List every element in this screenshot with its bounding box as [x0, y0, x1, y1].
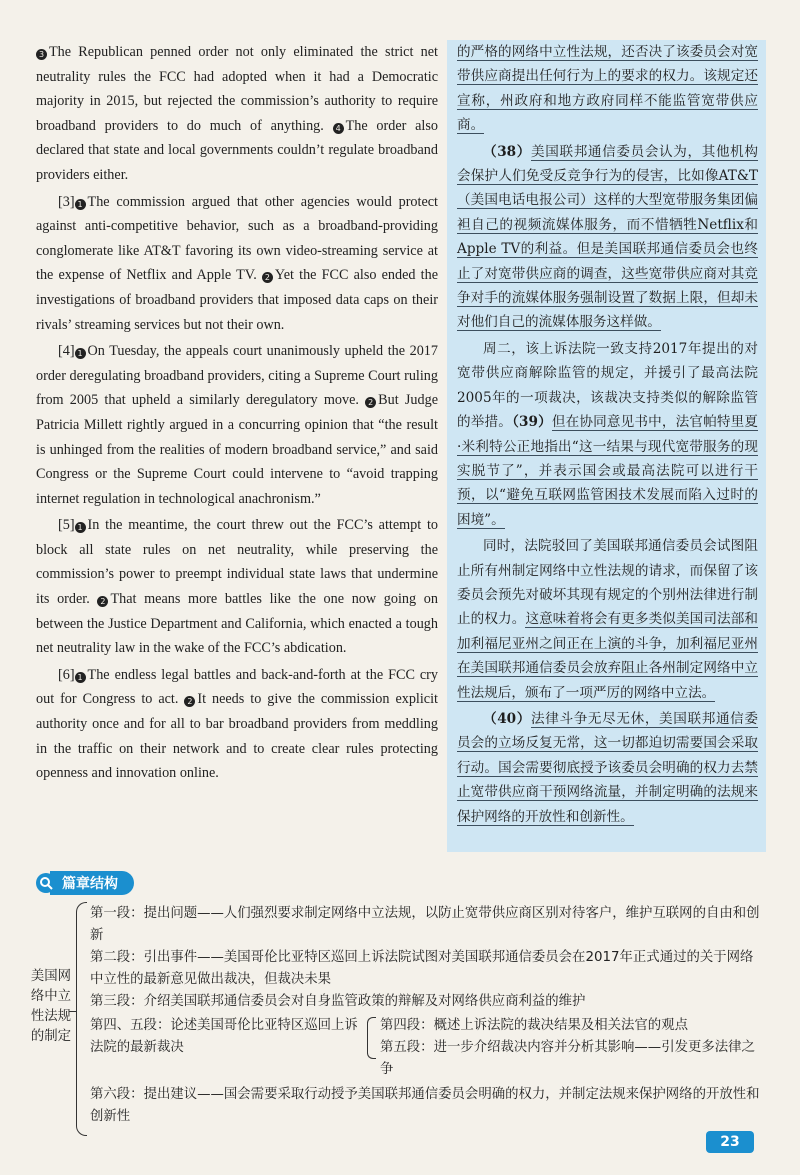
outline-item-key: 第四段： [380, 1018, 434, 1033]
underlined-text: 的严格的网络中立性法规，还否决了该委员会对宽带供应商提出任何行为上的要求的权力。 [457, 44, 758, 85]
outline-item-text: 概述上诉法院的裁决结果及相关法官的观点 [433, 1018, 688, 1033]
sentence: The commission argued that other agencies would protect against anti-competitive behavior, such as a broadband-providing conglomerate like AT&T favoring its own video-streaming service at the expense of Netflix and Apple TV. [36, 193, 438, 284]
underlined-text: 但在协同意见书中，法官帕特里夏·米利特公正地指出“这一结果与现代宽带服务的现实脱节了”，并表示国会或最高法院可以进行干预，以“避免互联网监管困技术发展而陷入过时的困境”。 [457, 414, 759, 528]
paragraph-number: [6] [58, 666, 75, 683]
outline-brace [76, 902, 87, 1136]
sentence: But Judge Patricia Millett rightly argued in a concurring opinion that “the result is unhinged from the realities of modern broadband service,” and said Congress or the Supreme Court could intervene to “avoid trapping internet regulation in technological anachronism.” [36, 392, 438, 507]
outline-subitem [380, 1015, 760, 1037]
paragraph-number: [4] [58, 343, 75, 360]
structure-outline [28, 900, 768, 1140]
question-number: （40） [483, 710, 532, 727]
sentence-marker: 1 [75, 199, 86, 210]
sentence-marker: 1 [75, 672, 86, 683]
outline-item-key: 第一段： [90, 906, 144, 921]
sentence-marker: 2 [262, 272, 273, 283]
paragraph-number: [3] [58, 193, 75, 210]
outline-item-key: 第三段： [90, 994, 144, 1009]
outline-item-key: 第二段： [90, 950, 144, 965]
structure-section-header [36, 872, 134, 894]
question-number: （39） [512, 414, 552, 431]
outline-item [90, 1015, 362, 1059]
outline-item-text: 提出建议——国会需要采取行动授予美国联邦通信委员会明确的权力，并制定法规来保护网络的开放性和创新性 [90, 1087, 760, 1124]
question-number: （38） [483, 143, 532, 160]
outline-item-text: 进一步介绍裁决内容并分析其影响——引发更多法律之争 [380, 1040, 755, 1077]
zh-paragraph-3 [457, 337, 758, 532]
chinese-translation-column [447, 40, 766, 852]
outline-root: 美国网络中立性法规的制定 [30, 969, 72, 1044]
sentence-marker: 4 [333, 123, 344, 134]
outline-item-key: 第六段： [90, 1087, 144, 1102]
text: 同时，法院驳回了美国联邦通信委员会试图阻止所有州制定网络中立性法规的请求，而保留了该委员会预先对破坏其现有规定的个别州法律进行制止的权力。 [457, 538, 758, 628]
section-title: 篇章结构 [50, 871, 134, 895]
en-paragraph-3 [36, 190, 438, 338]
sentence: The endless legal battles and back-and-forth at the FCC cry out for Congress to act. [36, 666, 438, 708]
outline-item-text: 论述美国哥伦比亚特区巡回上诉法院的最新裁决 [90, 1018, 358, 1055]
sentence-marker: 2 [97, 596, 108, 607]
underlined-text: 这意味着将会有更多类似美国司法部和加利福尼亚州之间正在上演的斗争，加利福尼亚州在美国联邦通信委员会放弃阻止各州制定网络中立性法规后，颁布了一项严厉的网络中立法。 [457, 611, 759, 701]
underlined-text: 国会需要彻底授予该委员会明确的权力去禁止宽带供应商干预网络流量，并制定明确的法规来保护网络的开放性和创新性。 [457, 759, 759, 825]
sentence-marker: 1 [75, 522, 86, 533]
en-paragraph-4 [36, 339, 438, 511]
outline-item-text: 提出问题——人们强烈要求制定网络中立法规，以防止宽带供应商区别对待客户，维护互联网的自由和创新 [90, 906, 760, 943]
page-number: 23 [706, 1131, 754, 1153]
outline-item [90, 947, 766, 991]
en-paragraph-6 [36, 663, 438, 786]
zh-paragraph-1 [457, 40, 758, 138]
underlined-text: 但是美国联邦通信委员会也终止了对宽带供应商的调查，这些宽带供应商对其竞争对手的流媒体服务强制设置了数据上限，但却未对他们自己的流媒体服务这样做。 [457, 241, 758, 331]
zh-paragraph-2 [457, 140, 758, 335]
paragraph-number: [5] [58, 517, 75, 534]
sentence-marker: 2 [365, 397, 376, 408]
outline-item [90, 903, 766, 947]
outline-item [90, 1084, 766, 1128]
outline-item-key: 第五段： [380, 1040, 434, 1055]
sentence: It needs to give the commission explicit authority once and for all to bar broadband providers from meddling in the traffic on their network and to create clear rules protecting openness and innovation online. [36, 691, 438, 782]
sentence: The order also declared that state and local governments couldn’t regulate broadband providers either. [36, 117, 438, 183]
sentence: The Republican penned order not only eliminated the strict net neutrality rules the FCC had adopted when it had a Democratic majority in 2015, but rejected the commission’s authority to require broadband providers to do much of anything. [36, 44, 438, 134]
underlined-text: 该规定还宣称，州政府和地方政府同样不能监管宽带供应商。 [457, 68, 759, 134]
sentence: Yet the FCC also ended the investigations of broadband providers that imposed data caps on their rivals’ streaming services but not their own. [36, 267, 438, 333]
english-column [36, 40, 438, 788]
text: 周二，该上诉法院一致支持2017年提出的对宽带供应商解除监管的规定，并援引了最高法院2005年的一项裁决，该裁决支持类似的解除监管的举措。 [457, 340, 758, 431]
sentence-marker: 1 [75, 348, 86, 359]
sentence-marker: 3 [36, 49, 47, 60]
zh-paragraph-4 [457, 534, 758, 705]
outline-item-text: 介绍美国联邦通信委员会对自身监管政策的辩解及对网络供应商利益的维护 [143, 994, 586, 1009]
outline-subitem [380, 1037, 760, 1081]
outline-item [90, 991, 766, 1013]
underlined-text: 法律斗争无尽无休，美国联邦通信委员会的立场反复无常，这一切都迫切需要国会采取行动。 [457, 710, 759, 776]
magnifier-icon [36, 873, 56, 893]
sentence: That means more battles like the one now going on between the Justice Department and California, which enacted a tough net neutrality law in the wake of the FCC’s abdication. [36, 591, 438, 657]
sentence: In the meantime, the court threw out the FCC’s attempt to block all state rules on net neutrality, while preserving the commission’s power to preempt individual state laws that undermine its order. [36, 517, 438, 608]
en-paragraph-5 [36, 513, 438, 661]
sentence-marker: 2 [184, 696, 195, 707]
en-paragraph-2-end [36, 40, 438, 188]
underlined-text: 美国联邦通信委员会认为，其他机构会保护人们免受反竞争行为的侵害，比如像AT&T（美国电话电报公司）这样的大型宽带服务集团偏袒自己的视频流媒体服务，而不惜牺牲Netflix和Apple TV的利益。 [457, 143, 759, 258]
sub-brace [367, 1017, 376, 1059]
outline-item-text: 引出事件——美国哥伦比亚特区巡回上诉法院试图对美国联邦通信委员会在2017年正式通过的关于网络中立性的最新意见做出裁决，但裁决未果 [90, 950, 754, 987]
sentence: On Tuesday, the appeals court unanimously upheld the 2017 order deregulating broadband providers, citing a Supreme Court ruling from 2005 that upheld a similarly deregulatory move. [36, 343, 438, 409]
outline-item-key: 第四、五段： [90, 1018, 171, 1033]
zh-paragraph-5 [457, 707, 758, 829]
